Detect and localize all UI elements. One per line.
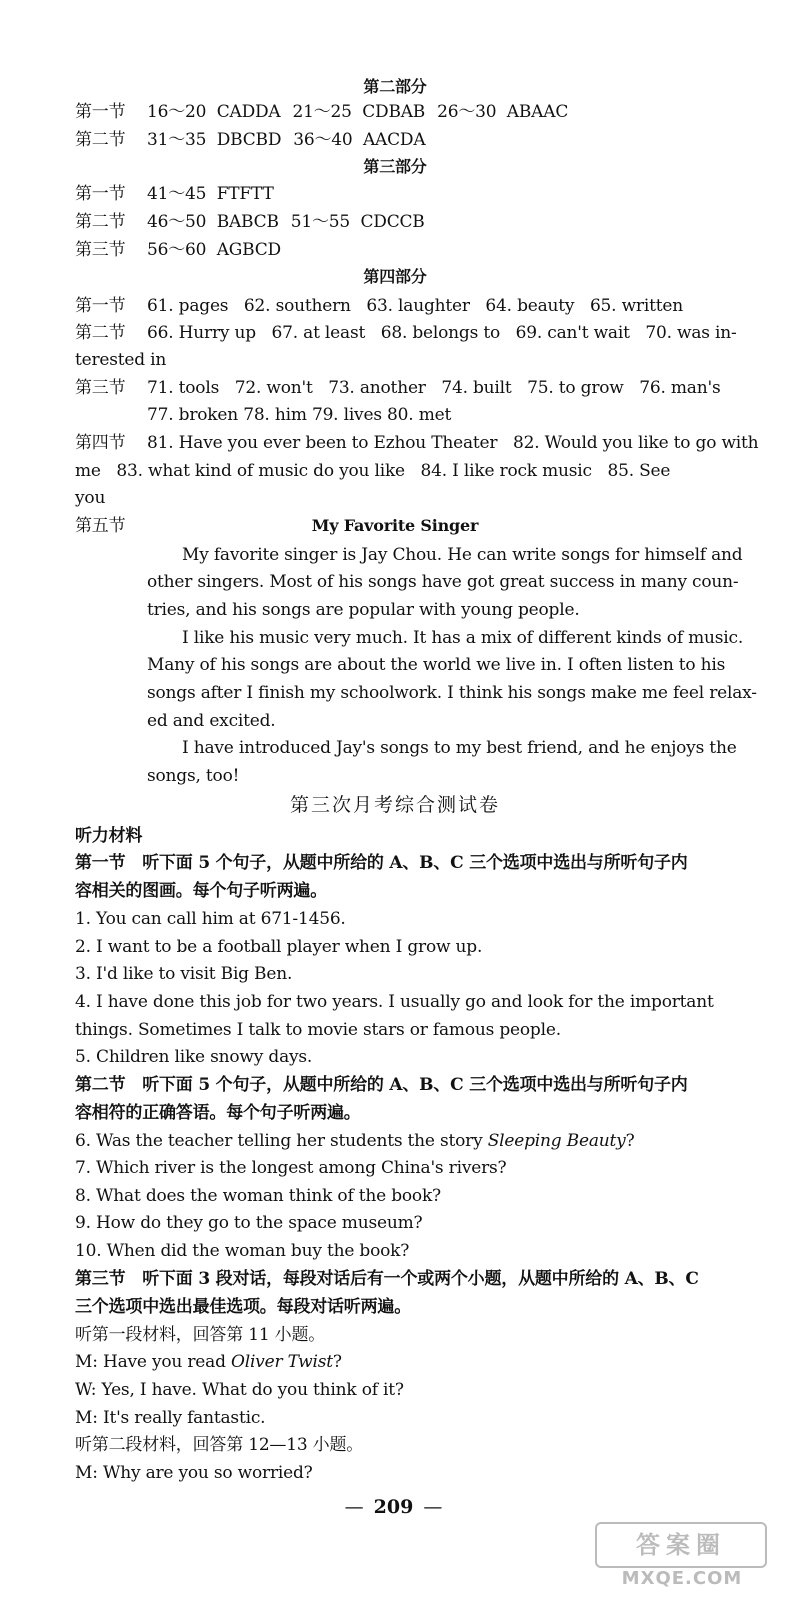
answer-letters: DBCBD bbox=[216, 130, 282, 150]
answer-range: 26～30 bbox=[437, 102, 497, 122]
answer-letters: CDBAB bbox=[362, 102, 426, 122]
page-number bbox=[0, 1496, 787, 1518]
watermark-url: MXQE.COM bbox=[621, 1568, 743, 1589]
section-instruction: 第三节 听下面 3 段对话，每段对话后有一个或两个小题，从题中所给的 A、B、C bbox=[75, 1269, 699, 1289]
question-text: 9. How do they go to the space museum? bbox=[75, 1213, 423, 1233]
question-text: 5. Children like snowy days. bbox=[75, 1047, 313, 1067]
section-instruction: 容相关的图画。每个句子听两遍。 bbox=[75, 881, 327, 901]
dialogue-text-part: M: Have you read bbox=[75, 1352, 231, 1372]
essay-title: My Favorite Singer bbox=[311, 516, 479, 535]
question-text-part: 6. Was the teacher telling her students the story bbox=[75, 1131, 488, 1151]
part3-section2 bbox=[75, 211, 715, 233]
essay-line: other singers. Most of his songs have got great success in many coun- bbox=[147, 572, 739, 592]
answer-continuation: you bbox=[75, 488, 106, 508]
page-number-value: 209 bbox=[373, 1496, 414, 1518]
answer-letters: CDCCB bbox=[360, 212, 425, 232]
section-label: 第四节 bbox=[75, 433, 126, 453]
question-text-part: ? bbox=[625, 1131, 635, 1151]
section-label: 第三节 bbox=[75, 378, 126, 398]
essay-line: Many of his songs are about the world we live in. I often listen to his bbox=[147, 655, 726, 675]
part4-section2 bbox=[75, 322, 737, 344]
essay-line: I like his music very much. It has a mix of different kinds of music. bbox=[182, 628, 744, 648]
part4-section4 bbox=[75, 432, 759, 454]
dialogue-line: M: It's really fantastic. bbox=[75, 1408, 266, 1428]
answer-continuation: terested in bbox=[75, 350, 167, 370]
section-label: 第二节 bbox=[75, 323, 126, 343]
answer-range: 56～60 bbox=[147, 240, 207, 260]
question-text: 7. Which river is the longest among China's rivers? bbox=[75, 1158, 507, 1178]
question-text: 4. I have done this job for two years. I usually go and look for the important bbox=[75, 992, 714, 1012]
dialogue-line: M: Why are you so worried? bbox=[75, 1463, 313, 1483]
answer-range: 36～40 bbox=[293, 130, 353, 150]
dialogue-line bbox=[75, 1351, 715, 1373]
answer-group bbox=[147, 101, 281, 123]
answer-range: 31～35 bbox=[147, 130, 207, 150]
answer-continuation: 77. broken 78. him 79. lives 80. met bbox=[147, 405, 452, 425]
part3-heading: 第三部分 bbox=[363, 157, 427, 176]
answer-group bbox=[437, 101, 568, 123]
page-number-dash: — bbox=[423, 1496, 443, 1518]
answer-group bbox=[293, 129, 425, 151]
section-instruction: 第二节 听下面 5 个句子，从题中所给的 A、B、C 三个选项中选出与所听句子内 bbox=[75, 1075, 688, 1095]
answer-letters: FTFTT bbox=[216, 184, 274, 204]
essay-line: ed and excited. bbox=[147, 711, 276, 731]
question-text: 3. I'd like to visit Big Ben. bbox=[75, 964, 293, 984]
essay-line: I have introduced Jay's songs to my best friend, and he enjoys the bbox=[182, 738, 737, 758]
answer-range: 41～45 bbox=[147, 184, 207, 204]
answer-group bbox=[147, 239, 281, 261]
essay-line: My favorite singer is Jay Chou. He can write songs for himself and bbox=[182, 545, 743, 565]
answer-letters: AGBCD bbox=[216, 240, 281, 260]
section-label: 第二节 bbox=[75, 212, 126, 232]
section-label: 第二节 bbox=[75, 130, 126, 150]
question-text: 1. You can call him at 671-1456. bbox=[75, 909, 346, 929]
material-intro: 听第一段材料，回答第 11 小题。 bbox=[75, 1325, 326, 1345]
answer-group bbox=[147, 211, 279, 233]
essay-line: tries, and his songs are popular with young people. bbox=[147, 600, 580, 620]
dialogue-line: W: Yes, I have. What do you think of it? bbox=[75, 1380, 404, 1400]
page-number-dash: — bbox=[344, 1496, 364, 1518]
essay-line: songs after I finish my schoolwork. I think his songs make me feel relax- bbox=[147, 683, 757, 703]
answer-group bbox=[147, 129, 281, 151]
part2-section2 bbox=[75, 129, 715, 151]
question-text: 2. I want to be a football player when I grow up. bbox=[75, 937, 483, 957]
answer-text: 71. tools 72. won't 73. another 74. built 75. to grow 76. man's bbox=[147, 378, 721, 398]
essay-line: songs, too! bbox=[147, 766, 240, 786]
question-text bbox=[75, 1130, 715, 1152]
answer-letters: BABCB bbox=[216, 212, 279, 232]
answer-text: 61. pages 62. southern 63. laughter 64. beauty 65. written bbox=[147, 296, 683, 316]
listening-label: 听力材料 bbox=[75, 826, 143, 846]
section-label: 第一节 bbox=[75, 184, 126, 204]
part3-section3 bbox=[75, 239, 715, 261]
answer-continuation: me 83. what kind of music do you like 84. I like rock music 85. See bbox=[75, 461, 671, 481]
section-instruction: 三个选项中选出最佳选项。每段对话听两遍。 bbox=[75, 1297, 411, 1317]
question-text: 8. What does the woman think of the book? bbox=[75, 1186, 441, 1206]
part3-section1 bbox=[75, 183, 715, 205]
answer-letters: AACDA bbox=[362, 130, 426, 150]
watermark-text: 答案圈 bbox=[595, 1522, 767, 1568]
section-label: 第五节 bbox=[75, 516, 126, 536]
answer-range: 51～55 bbox=[290, 212, 351, 232]
part4-section3 bbox=[75, 377, 721, 399]
section-label: 第一节 bbox=[75, 102, 126, 122]
section-label: 第三节 bbox=[75, 240, 126, 260]
question-text: 10. When did the woman buy the book? bbox=[75, 1241, 410, 1261]
answer-range: 21～25 bbox=[292, 102, 352, 122]
answer-text: 81. Have you ever been to Ezhou Theater 82. Would you like to go with bbox=[147, 433, 759, 453]
section-instruction: 容相符的正确答语。每个句子听两遍。 bbox=[75, 1103, 361, 1123]
answer-group bbox=[147, 183, 274, 205]
part2-heading: 第二部分 bbox=[363, 77, 427, 96]
material-intro: 听第二段材料，回答第 12—13 小题。 bbox=[75, 1435, 364, 1455]
part4-heading: 第四部分 bbox=[363, 267, 427, 286]
section-label: 第一节 bbox=[75, 296, 126, 316]
answer-text: 66. Hurry up 67. at least 68. belongs to 69. can't wait 70. was in- bbox=[147, 323, 737, 343]
section-instruction: 第一节 听下面 5 个句子，从题中所给的 A、B、C 三个选项中选出与所听句子内 bbox=[75, 853, 688, 873]
watermark-logo bbox=[597, 1522, 767, 1592]
part2-section1 bbox=[75, 101, 715, 123]
answer-letters: ABAAC bbox=[506, 102, 569, 122]
answer-group bbox=[291, 211, 425, 233]
part4-section1 bbox=[75, 295, 715, 317]
question-text: things. Sometimes I talk to movie stars or famous people. bbox=[75, 1020, 561, 1040]
answer-group bbox=[293, 101, 426, 123]
answer-range: 16～20 bbox=[147, 102, 207, 122]
dialogue-text-part: ? bbox=[332, 1352, 342, 1372]
answer-range: 46～50 bbox=[147, 212, 207, 232]
book-title: Oliver Twist bbox=[230, 1352, 333, 1372]
test-title: 第三次月考综合测试卷 bbox=[289, 794, 500, 816]
answer-letters: CADDA bbox=[216, 102, 281, 122]
story-title: Sleeping Beauty bbox=[487, 1131, 626, 1151]
